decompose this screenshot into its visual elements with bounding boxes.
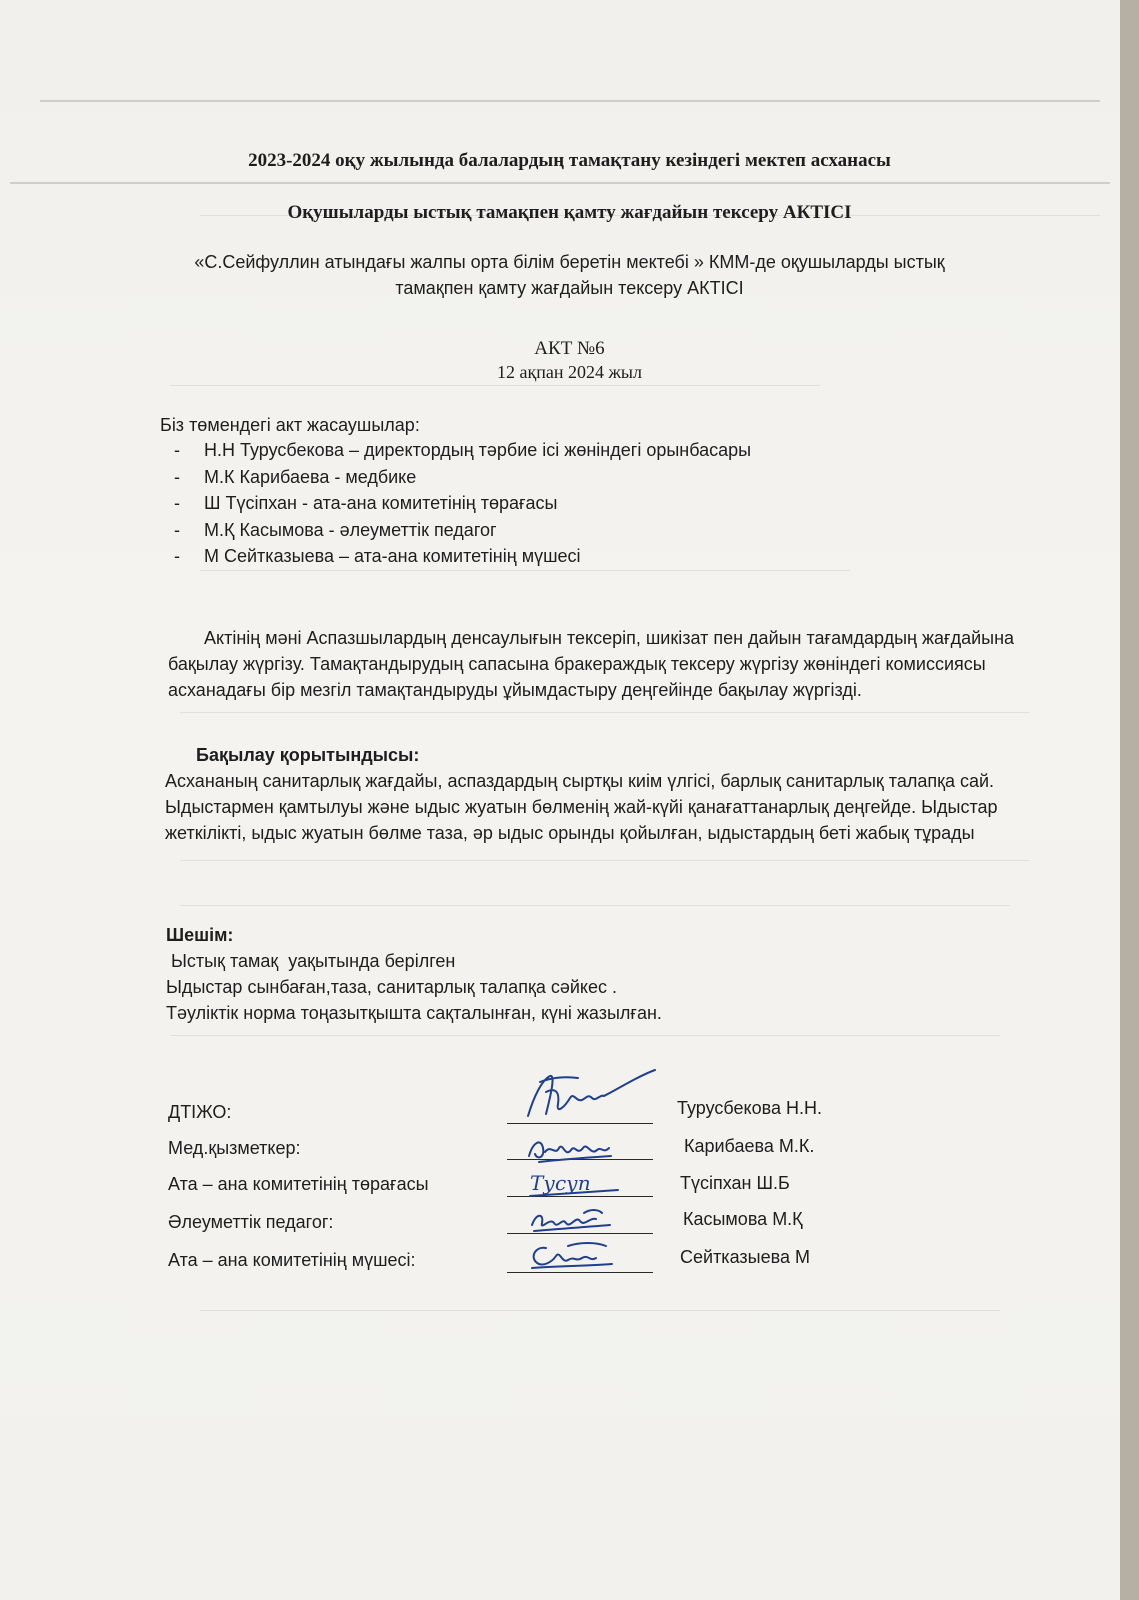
signature-role: Ата – ана комитетінің төрағасы [168,1174,429,1194]
signature-3-text: Тусуп [530,1171,591,1195]
decision-heading: Шешім: [166,925,234,945]
signature-line [507,1272,653,1273]
show-through-line [10,182,1110,184]
signature-name: Сейтказыева М [680,1247,810,1267]
decision-list [166,948,662,1026]
show-through-line [170,1035,1000,1036]
decision-item: Ыстық тамақ уақытында берілген [166,951,456,971]
signature-name: Турусбекова Н.Н. [677,1098,822,1118]
act-number: АКТ №6 [534,338,605,359]
show-through-line [180,905,1010,906]
list-item: - Ш Түсіпхан - ата-ана комитетінің төрағасы [174,493,558,513]
paper-edge [1120,0,1139,1600]
document-heading: Оқушыларды ыстық тамақпен қамту жағдайын тексеру АКТІСІ [287,202,852,223]
members-intro: Біз төмендегі акт жасаушылар: [160,415,420,435]
results-heading: Бақылау қорытындысы: [196,745,420,765]
handwritten-signature-1 [520,1068,670,1128]
results-paragraph: Асхананың санитарлық жағдайы, аспаздардың сыртқы киім үлгісі, барлық санитарлық талапқа сай. Ыдыстармен қамтылуы және ыдыс жуатын бөлменің жай-күйі қанағаттанарлық деңгейде. Ыдыстар жеткілікті, ыдыс жуатын бөлме таза, әр ыдыс орынды қойылған, ыдыстардың беті жабық тұрады [165,771,998,843]
handwritten-signature-4 [526,1205,616,1235]
show-through-line [180,712,1030,713]
signature-name: Түсіпхан Ш.Б [680,1173,790,1193]
signature-role: ДТІЖО: [168,1102,232,1122]
school-subtitle-line2: тамақпен қамту жағдайын тексеру АКТІСІ [395,278,744,298]
show-through-line [200,1310,1000,1311]
document-title: 2023-2024 оқу жылында балалардың тамақтану кезіндегі мектеп асханасы [248,150,891,171]
show-through-line [180,860,1030,861]
handwritten-signature-5 [526,1240,616,1272]
list-item: - М Сейтказыева – ата-ана комитетінің мүшесі [174,546,581,566]
signature-name: Касымова М.Қ [683,1209,803,1229]
member-name: М.Қ Касымова - әлеуметтік педагог [204,519,497,540]
list-item: - М.К Карибаева - медбике [174,466,417,487]
school-subtitle-line1: «С.Сейфуллин атындағы жалпы орта білім беретін мектебі » КММ-де оқушыларды ыстық [194,252,945,272]
member-name: Ш Түсіпхан - ата-ана комитетінің төрағасы [204,493,558,513]
handwritten-signature-3 [526,1168,622,1200]
show-through-line [170,385,820,386]
show-through-line [40,100,1100,102]
signature-name: Карибаева М.К. [684,1136,815,1156]
decision-item: Ыдыстар сынбаған,таза, санитарлық талапқа сәйкес . [166,977,617,997]
signature-role: Әлеуметтік педагог: [168,1212,334,1232]
member-name: Н.Н Турусбекова – директордың тәрбие ісі жөніндегі орынбасары [204,440,752,460]
list-item: - Н.Н Турусбекова – директордың тәрбие ісі жөніндегі орынбасары [174,440,752,460]
list-item: - М.Қ Касымова - әлеуметтік педагог [174,519,497,540]
signature-role: Ата – ана комитетінің мүшесі: [168,1250,416,1270]
decision-item: Тәуліктік норма тоңазытқышта сақталынған, күні жазылған. [166,1003,662,1023]
member-name: М.К Карибаева - медбике [204,466,417,487]
signature-role: Мед.қызметкер: [168,1138,301,1158]
act-essence-paragraph: Актінің мәні Аспазшылардың денсаулығын тексеріп, шикізат пен дайын тағамдардың жағдайына бақылау жүргізу. Тамақтандырудың сапасына бракераждық тексеру жүргізу жөніндегі комиссиясы асханадағы бір мезгіл тамақтандыруды ұйымдастыру деңгейінде бақылау жүргізді. [168,628,1015,700]
handwritten-signature-2 [525,1134,615,1166]
act-date: 12 ақпан 2024 жыл [496,362,642,382]
members-list [166,440,751,573]
member-name: М Сейтказыева – ата-ана комитетінің мүшесі [204,546,581,566]
